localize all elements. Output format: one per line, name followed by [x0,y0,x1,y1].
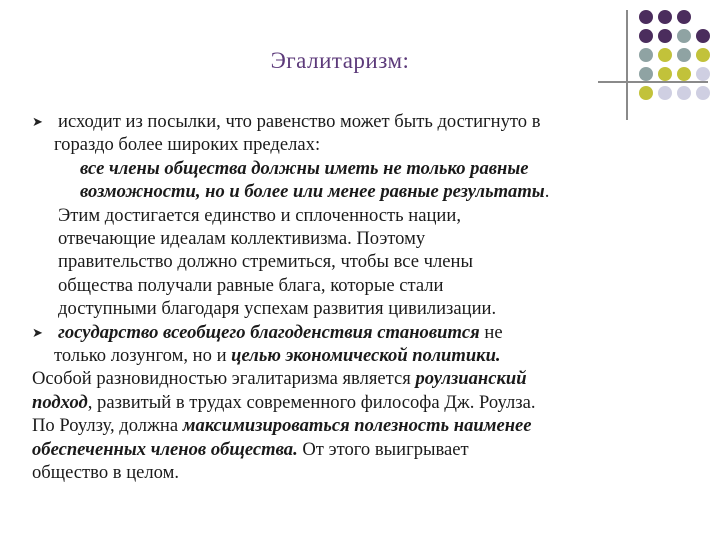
paragraph-line-3 [32,414,692,437]
decorative-dot [639,10,653,24]
paragraph-line-5: общество в целом. [32,462,180,484]
emphasis-text: целью экономической политики. [231,345,501,367]
arrow-bullet-icon: ➤ [32,114,43,129]
bullet-1-line-1 [32,110,692,133]
bullet-1-line-2: гораздо более широких пределах: [54,134,321,156]
arrow-bullet-icon: ➤ [32,324,43,340]
bullet-1-line-7: правительство должно стремиться, чтобы все члены [58,251,473,273]
text: По Роулзу, должна [32,415,183,437]
slide-body [32,110,692,485]
paragraph-line-1 [32,367,692,390]
text: . [544,181,550,203]
decorative-dot [696,29,710,43]
decorative-dot [639,86,653,100]
decorative-dot [658,29,672,43]
paragraph-line-4 [32,438,692,461]
bullet-2-line-1 [32,321,692,344]
decorative-dot [696,67,710,81]
text: Особой разновидностью эгалитаризма является [32,368,416,390]
emphasis-text: роулзианский [415,368,527,390]
bullet-1-line-3: все члены общества должны иметь не только равные [80,157,529,179]
text: исходит из посылки, что равенство может быть достигнуто в [58,111,541,132]
bullet-1-line-9: доступными благодаря успехам развития цивилизации. [58,298,497,320]
bullet-1-line-6: отвечающие идеалам коллективизма. Поэтому [58,228,426,250]
paragraph-line-2 [32,391,692,414]
text: только лозунгом, но и [54,345,232,367]
slide-title: Эгалитаризм: [270,48,410,73]
decorative-dot [639,29,653,43]
decorative-dot [658,86,672,100]
text: От этого выигрывает [297,438,469,460]
bullet-1-line-5: Этим достигается единство и сплоченность нации, [58,204,461,226]
emphasis-text: возможности, но и более или менее равные результаты [80,181,545,203]
text: , развитый в трудах современного философа Дж. Роулза. [87,391,536,413]
bullet-2-line-2 [32,344,692,367]
decorative-dot [696,48,710,62]
decorative-dot [696,86,710,100]
decorative-dot [677,29,691,43]
emphasis-text: подход [32,391,88,413]
emphasis-text: обеспеченных членов общества. [32,438,298,460]
horizontal-divider-line [598,81,708,83]
emphasis-text: максимизироваться полезность наименее [182,415,532,437]
emphasis-text: государство всеобщего благоденствия становится [58,321,480,343]
decorative-dot [677,10,691,24]
text: не [479,321,503,343]
decorative-dot [658,10,672,24]
bullet-1-line-4 [32,180,692,203]
bullet-1-line-8: общества получали равные блага, которые стали [58,274,444,296]
decorative-dot [677,86,691,100]
